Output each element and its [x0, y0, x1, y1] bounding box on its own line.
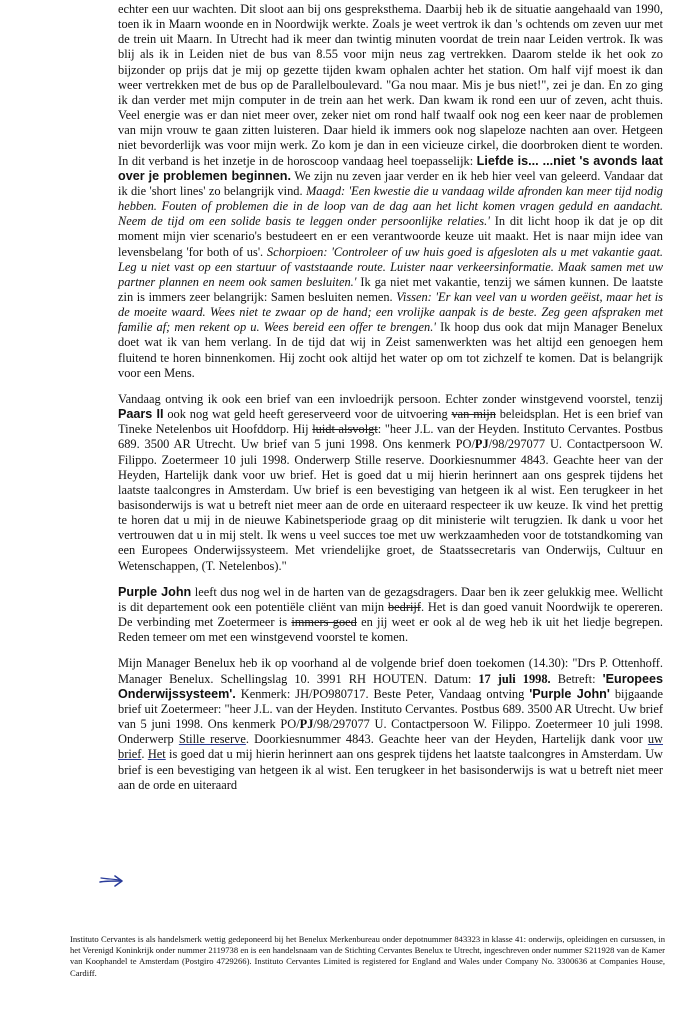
- text-run-title: Purple John: [118, 584, 192, 599]
- letter-body: [118, 2, 663, 804]
- text-run: Mijn Manager Benelux heb ik op voorhand al de volgende brief doen toekomen (14.30): "Drs P. Ottenhoff. Manager Benelux. Schellingslag 10. 3991 RH HOUTEN. Datum:: [118, 656, 663, 686]
- text-run: ook nog wat geld heeft gereserveerd voor de uitvoering: [163, 407, 452, 422]
- text-run-strike: bedrijf: [387, 599, 421, 614]
- text-run-i: Schorpioen: 'Controleer of uw huis goed is afgesloten als u met vakantie gaat. Leg u niet vast op een startuur of vaststaande route. Luister naar verkeersinformatie. Maak samen met uw partner plannen en neem ook samen besluiten.': [118, 244, 663, 289]
- text-run: In dit licht hoop ik dat je op dit moment mijn vier scenario's bestudeert en er een verantwoorde keuze uit maakt. Het is naar mijn idee van levensbelang 'for both of us'.: [118, 214, 663, 259]
- text-run: . Het is dan goed vanuit Noordwijk te opereren. De verbinding met Zoetermeer is: [118, 599, 664, 630]
- text-run-b: 17 juli 1998.: [478, 671, 551, 686]
- text-run: beleidsplan. Het is een brief van Tineke Netelenbos uit Hoofddorp. Hij: [118, 407, 663, 437]
- company-footer: Instituto Cervantes is als handelsmerk wettig gedeponeerd bij het Benelux Merkenbureau onder depotnummer 843323 in klasse 41: onderwijs, opleidingen en cursussen, in het Verenigd Koninkrijk onder nummer 2119738 en is een handelsnaam van de Stichting Cervantes Benelux te Utrecht, ingeschreven onder nummer S211928 van de Kamer van Koophandel te Amsterdam (Postgiro 4729266). Instituto Cervantes Limited is registered for England and Wales under Company No. 3300636 at Companies House, Cardiff.: [70, 934, 665, 978]
- text-run-title: Paars II: [118, 407, 164, 422]
- text-run: /98/297077 U. Contactpersoon W. Filippo. Zoetermeer 10 juli 1998. Onderwerp Stille reserve. Doorkiesnummer 4843. Geachte heer van der Heyden, Hartelijk dank voor uw brief. Het is goed dat u mij hierin herinnert aan ons gesprek tijdens het laatste taalcongres in Amsterdam. Uw brief is een bevestiging van hetgeen ik al wist. Een terugkeer in het basisonderwijs is wat u betreft niet meer aan de orde en uiteraard respecteer ik uw keuze. Ik vind het prettig te horen dat u mij in de nieuwe Kabinetsperiode graag op dit ministerie wilt terugzien. Ik dank u voor het vertrouwen dat u in mij stelt. Ik wens u veel succes toe met uw werkzaamheden voor de totstandkoming van een Europees Onderwijssysteem. Met vriendelijke groet, de Staatssecretaris van Onderwijs, Cultuur en Wetenschappen, (T. Netelenbos).": [118, 437, 663, 573]
- text-run-title: 'Europees Onderwijssysteem'.: [118, 671, 663, 701]
- handwritten-arrow-icon: [99, 874, 125, 888]
- text-run: Kenmerk: JH/PO980717. Beste Peter, Vandaag ontving: [235, 686, 530, 701]
- text-run-title: Liefde is... ...niet 's avonds laat over je problemen beginnen.: [118, 153, 663, 183]
- text-run: leeft dus nog wel in de harten van de gezagsdragers. Daar ben ik zeer gelukkig mee. Wellicht is dit departement ook een potentiële cliënt van mijn: [118, 584, 663, 614]
- text-run: Ik hoop dus ook dat mijn Manager Benelux doet wat ik van hem verlang. In de tijd dat wij in Zeist samenwerkten was het altijd een genoegen hem fluitend te horen binnenkomen. Hij zocht ook altijd het water op om tot zichzelf te komen. Dat is belangrijk voor een Mens.: [118, 320, 663, 380]
- text-run: : "heer J.L. van der Heyden. Instituto Cervantes. Postbus 689. 3500 AR Utrecht. Uw brief van 5 juni 1998. Ons kenmerk PO/: [118, 422, 663, 452]
- text-run-b: PJ: [299, 717, 314, 732]
- text-run-u: uw brief: [118, 732, 663, 762]
- text-run-strike: luidt alsvolgt: [312, 422, 378, 437]
- text-run: is goed dat u mij hierin herinnert aan ons gesprek tijdens het laatste taalcongres in Amsterdam. Uw brief is een bevestiging van hetgeen ik al wist. Een terugkeer in het basisonderwijs is wat u betreft niet meer aan de orde en uiteraard: [118, 747, 663, 792]
- paragraph: [118, 585, 663, 646]
- text-run: We zijn nu zeven jaar verder en ik heb hier veel van geleerd. Vandaar dat ik die 'short lines' zo belangrijk vind.: [118, 168, 663, 198]
- paragraph: [118, 392, 663, 574]
- text-run: bijgaande brief uit Zoetermeer: "heer J.L. van der Heyden. Instituto Cervantes. Postbus 689. 3500 AR Utrecht. Uw brief van 5 juni 1998. Ons kenmerk PO/: [118, 686, 663, 732]
- text-run: Betreft:: [550, 671, 603, 686]
- text-run-strike: van mijn: [451, 407, 496, 422]
- text-run: en jij weet er ook al de weg heb ik uit het liedje begrepen. Reden temeer om met een winstgevend voorstel te komen.: [118, 615, 664, 645]
- text-run: echter een uur wachten. Dit sloot aan bij ons gespreksthema. Daarbij heb ik de situatie aangehaald van 1990, toen ik in Maarn woonde en in Noordwijk werkte. Zoals je weet vertrok ik dan 's ochtends om zeven uur met de trein uit Maarn. In Utrecht had ik meer dan twintig minuten voordat de trein naar Leiden vertrok. Ik was blij als ik in Leiden niet de bus van 8.55 voor mijn neus zag vertrekken. Daarom stelde ik het ook zo bijzonder op prijs dat je mij op gezette tijden kwam ophalen achter het station. Om half vijf moest ik dan weer vertrekken met de bus op de Parallelboulevard. "Ga nou maar. Mis je bus niet!", zei je dan. En zo ging ik dan verder met mijn computer in de trein aan het werk. Dan kwam ik rond een uur of zeven, acht thuis. Veel energie was er dan niet meer over, zeker niet om rond half twaalf ook nog een keer naar de problemen van mijn vrouw te gaan zitten luisteren. Daar hield ik immers ook nog slapeloze nachten aan over. Hetgeen niet bevorderlijk was voor mijn werk. Zo kom je dan in een vicieuze cirkel, die doorbroken dient te worden. In dit verband is het inzetje in de horoscoop vandaag heel toepasselijk:: [118, 2, 663, 168]
- text-run: Ik ga niet met vakantie, tenzij we sámen kunnen. De laatste zin is immers zeer belangrijk: Samen besluiten nemen.: [118, 274, 663, 304]
- text-run-i: Maagd: 'Een kwestie die u vandaag wilde afronden kan meer tijd nodig hebben. Fouten of problemen die in de loop van de dag aan het licht komen vragen geduld en aandacht. Neem de tijd om een solide basis te leggen onder persoonlijke relaties.': [118, 183, 663, 229]
- text-run: .: [141, 747, 148, 762]
- paragraph: [118, 2, 663, 381]
- text-run-u: Het: [147, 747, 166, 762]
- text-run-u: Stille reserve: [178, 732, 246, 747]
- text-run: /98/297077 U. Contactpersoon W. Filippo. Zoetermeer 10 juli 1998. Onderwerp: [118, 717, 663, 747]
- text-run-i: Vissen: 'Er kan veel van u worden geëist, maar het is de moeite waard. Wees niet te zwaar op de hand; een vrolijke aanpak is de beste. Zeg geen afspraken met familie af; men rekent op u. Wees bereid een offer te brengen.': [118, 289, 663, 335]
- paragraph: [118, 656, 663, 792]
- text-run-title: 'Purple John': [529, 686, 610, 701]
- text-run: . Doorkiesnummer 4843. Geachte heer van der Heyden, Hartelijk dank voor: [245, 732, 648, 747]
- text-run-strike: immers goed: [291, 615, 357, 630]
- text-run: Vandaag ontving ik ook een brief van een invloedrijk persoon. Echter zonder winstgevend voorstel, tenzij: [118, 391, 663, 406]
- text-run-b: PJ: [474, 437, 489, 452]
